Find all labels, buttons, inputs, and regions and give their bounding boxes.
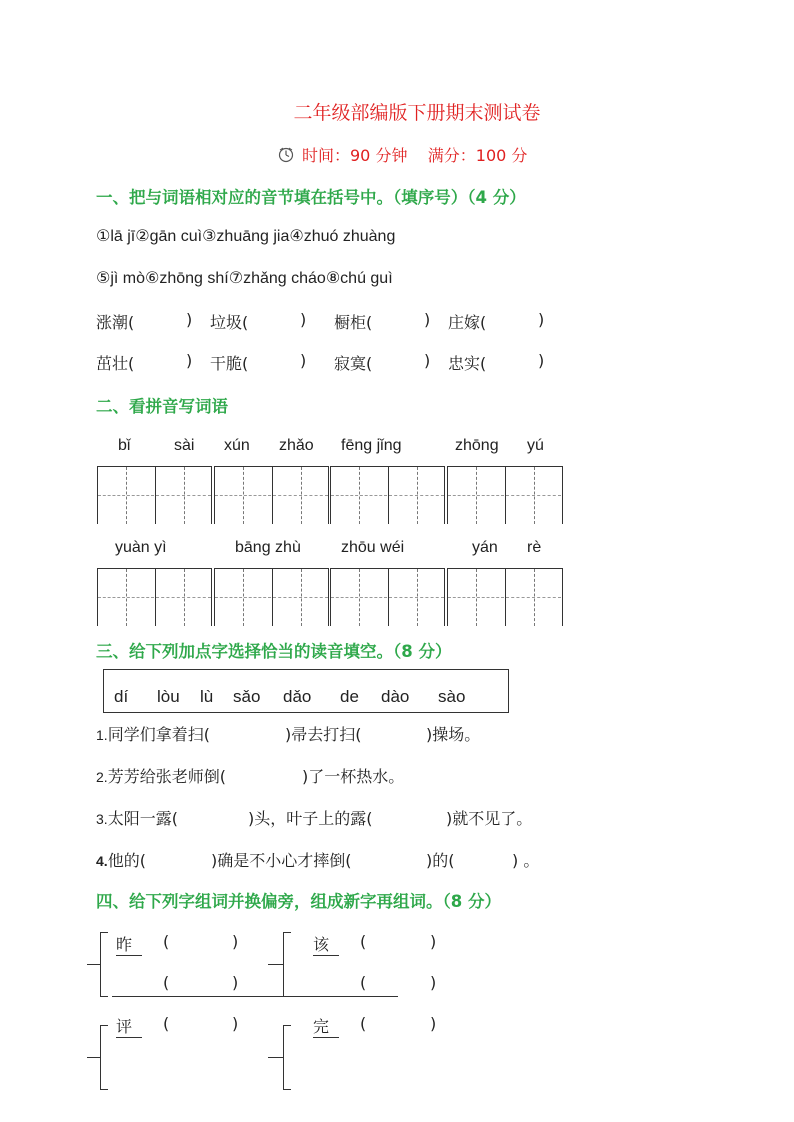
char-ul: 评 — [116, 1014, 142, 1038]
word-item: 橱柜( — [334, 313, 373, 332]
char-ul: 昨 — [116, 932, 142, 956]
section-4-heading: 四、给下列字组词并换偏旁，组成新字再组词。（8 分） — [96, 892, 501, 911]
pinyin-prompt: xún — [224, 437, 250, 454]
section-1-heading: 一、把与词语相对应的音节填在括号中。（填序号）（4 分） — [96, 188, 526, 207]
char-ul: 完 — [313, 1014, 339, 1038]
brace-tip — [283, 932, 291, 933]
question-4-part-2: )确是不小心才摔倒( — [211, 851, 352, 870]
question-4-part-3: )的( — [426, 851, 455, 870]
question-4-part-4: ) 。 — [512, 851, 540, 870]
brace-tip — [283, 1025, 291, 1026]
choice: de — [340, 687, 359, 706]
choice: lù — [200, 687, 214, 706]
paren-open: ( — [360, 932, 367, 951]
paren-close: ) — [232, 973, 239, 992]
writing-grid[interactable] — [214, 466, 329, 524]
pinyin-options-line-1: ①lā jī②gān cuì③zhuāng jia④zhuó zhuàng — [96, 228, 396, 245]
brace-tip — [283, 1089, 291, 1090]
word-item: 干脆( — [210, 354, 249, 373]
word-item: 涨潮( — [96, 313, 135, 332]
clock-icon — [278, 147, 294, 163]
word-paren-close: ) — [186, 310, 193, 329]
section-2-heading: 二、看拼音写词语 — [96, 397, 228, 416]
paren-close: ) — [430, 932, 437, 951]
paren-close: ) — [232, 932, 239, 951]
pinyin-prompt: yú — [527, 437, 544, 454]
pinyin-prompt: yuàn yì — [115, 539, 167, 556]
writing-grid[interactable] — [330, 568, 445, 626]
brace — [283, 1025, 284, 1089]
word-item: 忠实( — [448, 354, 487, 373]
pinyin-prompt: fēng jǐng — [341, 437, 402, 454]
brace-tip — [87, 1057, 100, 1058]
question-2-part-2: )了一杯热水。 — [302, 767, 405, 786]
brace-tip — [100, 1025, 108, 1026]
word-item: 庄嫁( — [448, 313, 487, 332]
paren-open: ( — [163, 973, 170, 992]
brace-tip — [100, 996, 108, 997]
exam-meta — [278, 143, 527, 166]
word-paren-close: ) — [538, 351, 545, 370]
choice: sào — [438, 687, 466, 706]
word-item: 垃圾( — [210, 313, 249, 332]
pinyin-prompt: bāng zhù — [235, 539, 301, 556]
brace — [100, 1025, 101, 1089]
word-paren-close: ) — [186, 351, 193, 370]
question-3-part-2: )头，叶子上的露( — [248, 809, 373, 828]
pinyin-prompt: sài — [174, 437, 195, 454]
word-paren-close: ) — [424, 310, 431, 329]
char-ul: 该 — [313, 932, 339, 956]
question-1: 1.同学们拿着扫( — [96, 725, 210, 744]
answer-line — [112, 996, 398, 997]
pinyin-options-line-2: ⑤jì mò⑥zhōng shí⑦zhǎng cháo⑧chú guì — [96, 270, 393, 287]
paren-close: ) — [430, 1014, 437, 1033]
pinyin-prompt: zhōu wéi — [341, 539, 405, 556]
word-paren-close: ) — [300, 310, 307, 329]
paren-open: ( — [360, 1014, 367, 1033]
choice: sǎo — [233, 687, 261, 706]
choice: dí — [114, 687, 129, 706]
pinyin-prompt: rè — [527, 539, 542, 556]
writing-grid[interactable] — [97, 568, 212, 626]
question-4: 4.他的( — [96, 851, 146, 870]
word-paren-close: ) — [300, 351, 307, 370]
writing-grid[interactable] — [330, 466, 445, 524]
question-3: 3.太阳一露( — [96, 809, 178, 828]
page-title: 二年级部编版下册期末测试卷 — [293, 102, 541, 124]
time-label: 时间：90 分钟 — [302, 146, 408, 165]
brace-tip — [100, 932, 108, 933]
writing-grid[interactable] — [214, 568, 329, 626]
question-1-part-3: )操场。 — [426, 725, 481, 744]
brace — [100, 932, 101, 996]
paren-close: ) — [430, 973, 437, 992]
writing-grid[interactable] — [447, 568, 563, 626]
paren-close: ) — [232, 1014, 239, 1033]
writing-grid[interactable] — [97, 466, 212, 524]
brace-tip — [100, 1089, 108, 1090]
pinyin-prompt: zhōng — [455, 437, 499, 454]
choice: dǎo — [283, 687, 312, 706]
choice: dào — [381, 687, 410, 706]
paren-open: ( — [163, 1014, 170, 1033]
word-item: 茁壮( — [96, 354, 135, 373]
question-3-part-3: )就不见了。 — [446, 809, 533, 828]
word-item: 寂寞( — [334, 354, 373, 373]
pinyin-prompt: zhǎo — [279, 437, 314, 454]
question-2: 2.芳芳给张老师倒( — [96, 767, 226, 786]
brace — [283, 932, 284, 996]
pinyin-prompt: yán — [472, 539, 498, 556]
writing-grid[interactable] — [447, 466, 563, 524]
brace-tip — [268, 1057, 283, 1058]
choice: lòu — [157, 687, 180, 706]
brace-tip — [87, 964, 100, 965]
word-paren-close: ) — [424, 351, 431, 370]
score-label: 满分：100 分 — [427, 146, 528, 165]
paren-open: ( — [360, 973, 367, 992]
paren-open: ( — [163, 932, 170, 951]
pinyin-prompt: bǐ — [118, 437, 131, 454]
brace-tip — [283, 996, 291, 997]
section-3-heading: 三、给下列加点字选择恰当的读音填空。（8 分） — [96, 642, 452, 661]
word-paren-close: ) — [538, 310, 545, 329]
brace-tip — [268, 964, 283, 965]
question-1-part-2: )帚去打扫( — [285, 725, 362, 744]
